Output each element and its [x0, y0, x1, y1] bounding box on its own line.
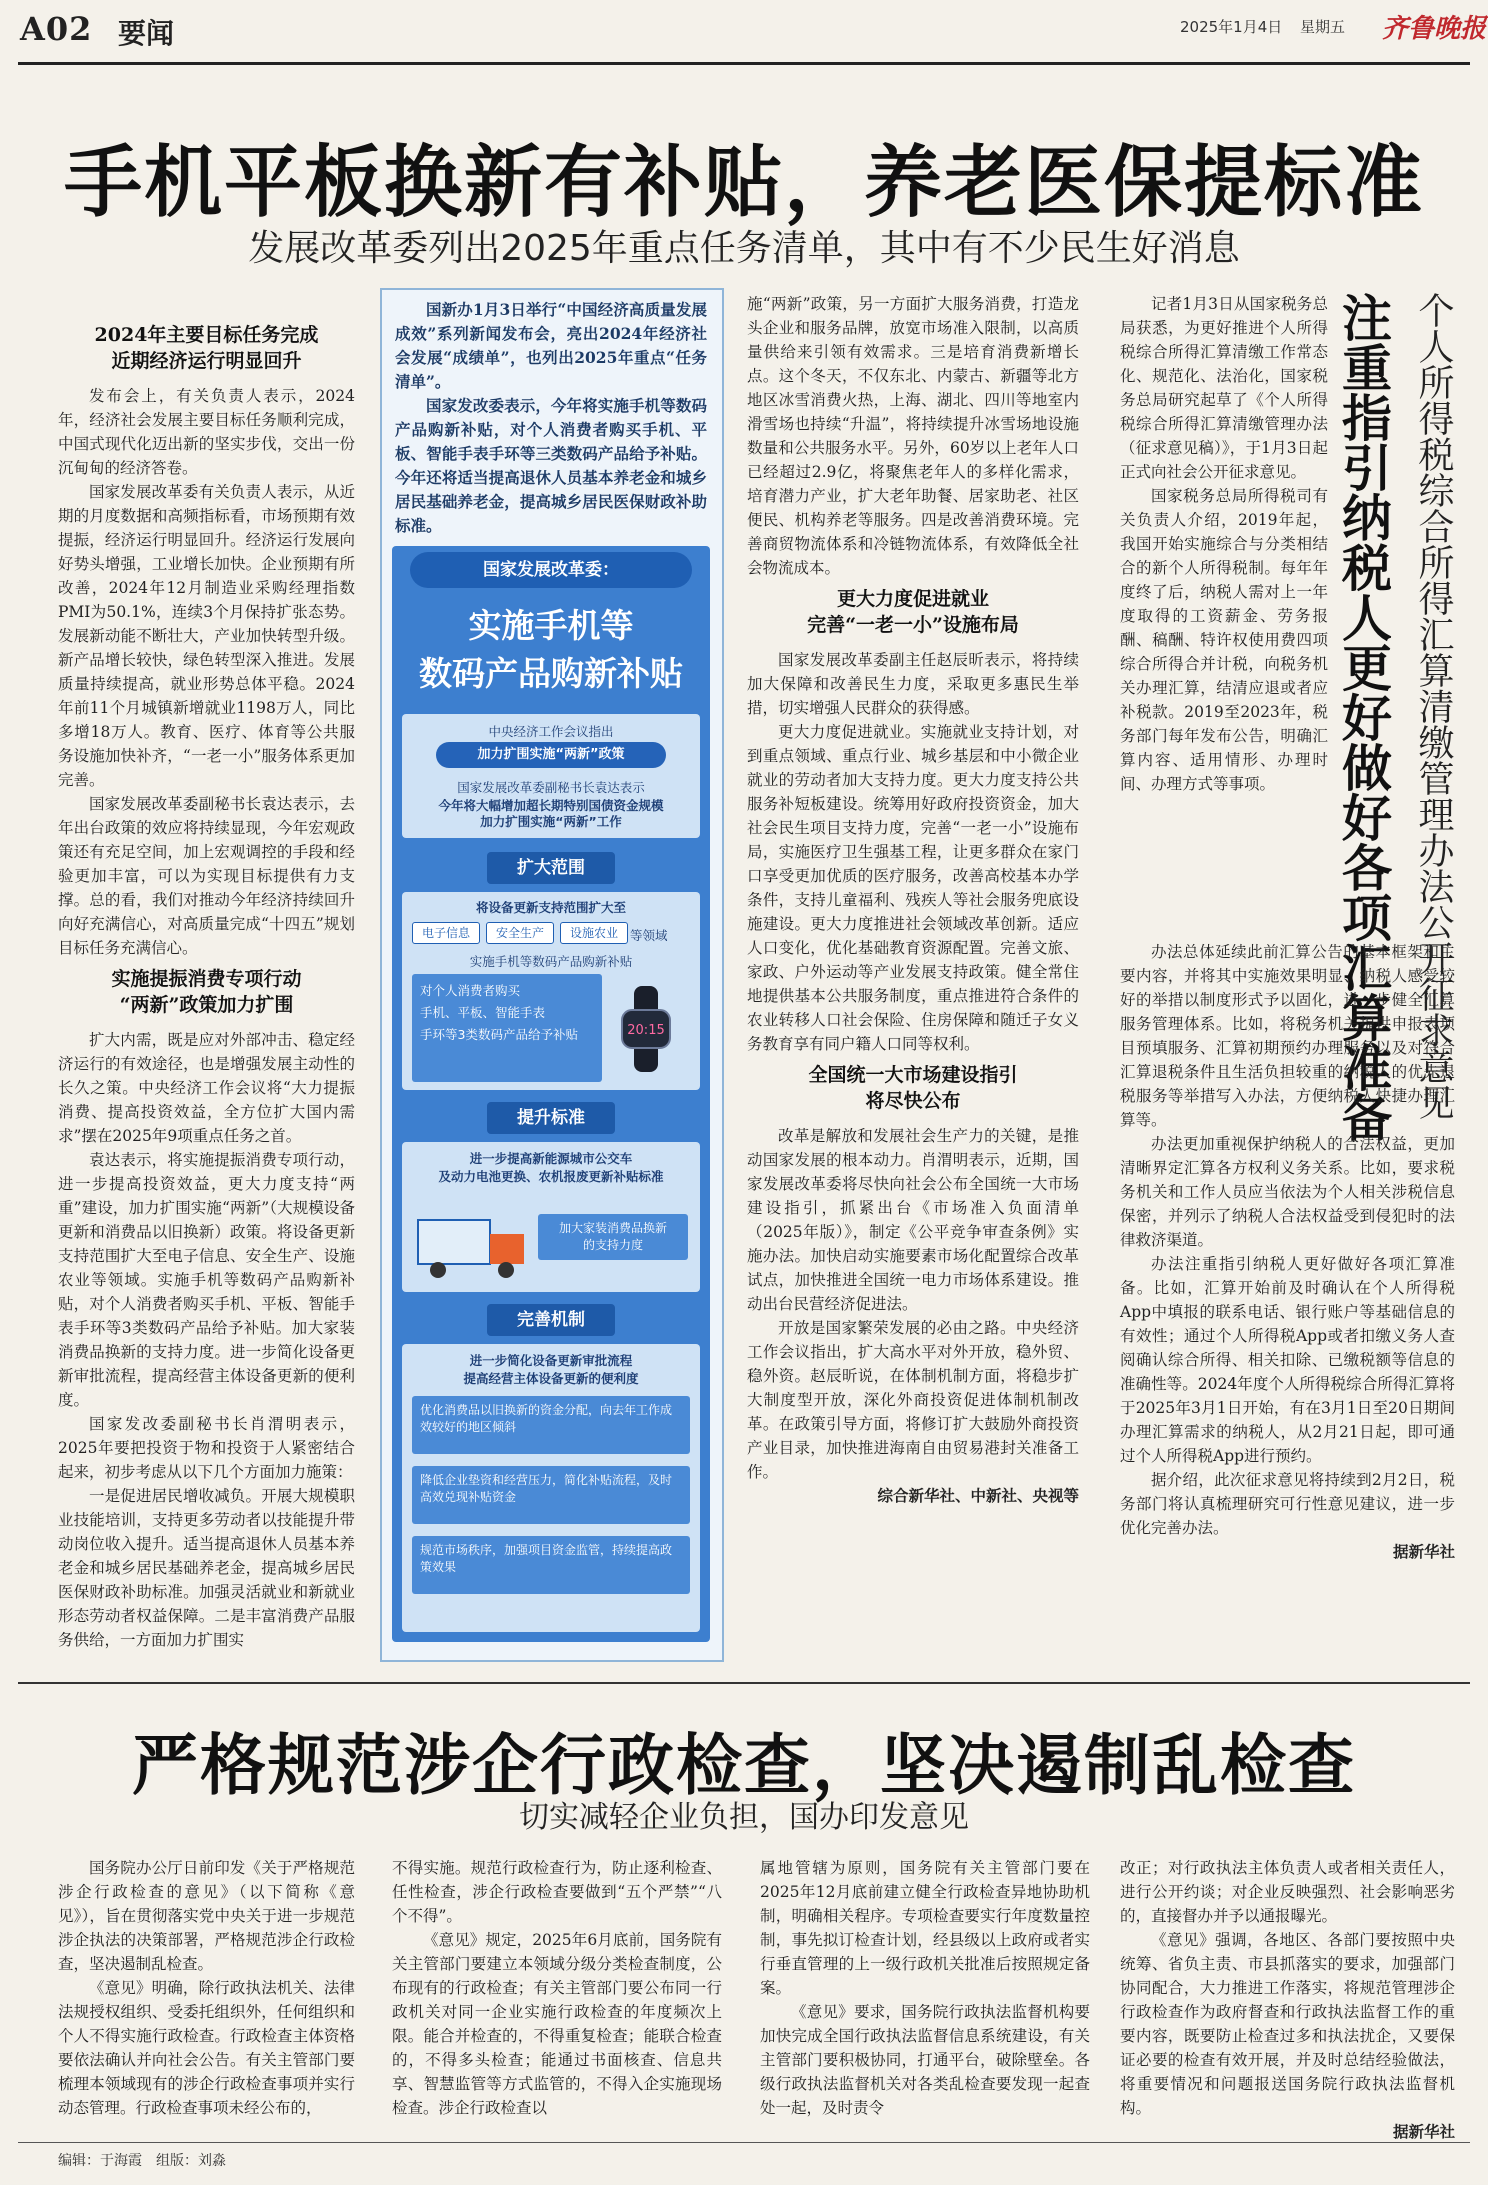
- paragraph: 一是促进居民增收减负。开展大规模职业技能培训，支持更多劳动者以技能提升带动岗位收入提升。适当提高退休人员基本养老金和城乡居民基础养老金，提高城乡居民医保财政补助标准。加强灵活就业和新就业形态劳动者权益保障。二是丰富消费产品服务供给，一方面加力扩围实: [58, 1487, 355, 1649]
- infographic-note: 降低企业垫资和经营压力，简化补贴流程，及时高效兑现补贴资金: [412, 1466, 690, 1524]
- paragraph: 发布会上，有关负责人表示，2024年，经济社会发展主要目标任务顺利完成，中国式现代化迈出新的坚实步伐，交出一份沉甸甸的经济答卷。: [58, 387, 355, 477]
- paragraph: 开放是国家繁荣发展的必由之路。中央经济工作会议指出，扩大高水平对外开放，稳外贸、稳外资。赵辰昕说，在体制机制方面，将稳步扩大制度型开放，深化外商投资促进体制机制改革。在政策引导方面，将修订扩大鼓励外商投资产业目录，加快推进海南自由贸易港封关准备工作。: [747, 1319, 1079, 1481]
- masthead: [0, 0, 1488, 60]
- main-subhead: 发展改革委列出2025年重点任务清单，其中有不少民生好消息: [248, 228, 1240, 269]
- paragraph: 不得实施。规范行政检查行为，防止逐利检查、任性检查，涉企行政检查要做到“五个严禁”“八个不得”。: [392, 1859, 722, 1925]
- second-headline: 严格规范涉企行政检查，坚决遏制乱检查: [132, 1726, 1356, 1804]
- paragraph: 《意见》规定，2025年6月底前，国务院有关主管部门要建立本领域分级分类检查制度，公布现有的行政检查；有关主管部门要公布同一行政机关对同一企业实施行政检查的年度频次上限。能合并检查的，不得重复检查；能联合检查的，不得多头检查；能通过书面核查、信息共享、智慧监管等方式监管的，不得入企实施现场检查。涉企行政检查以: [392, 1931, 722, 2117]
- infographic-pill: 加力扩围实施“两新”政策: [436, 742, 666, 768]
- paragraph: 国家税务总局所得税司有关负责人介绍，2019年起，我国开始实施综合与分类相结合的新个人所得税制。每年年度终了后，纳税人需对上一年度取得的工资薪金、劳务报酬、稿酬、特许权使用费四项综合所得合并计税，向税务机关办理汇算，结清应退或者应补税款。2019至2023年，税务部门每年发布公告，明确汇算内容、适用情形、办理时间、办理方式等事项。: [1120, 487, 1328, 793]
- paragraph: 国家发改委副秘书长肖渭明表示，2025年要把投资于物和投资于人紧密结合起来，初步考虑从以下几个方面加力施策：: [58, 1415, 355, 1481]
- infographic-note: 对个人消费者购买 手机、平板、智能手表 手环等3类数码产品给予补贴: [412, 974, 602, 1082]
- svg-text:20:15: 20:15: [627, 1023, 665, 1038]
- story2-column-2: [392, 1856, 722, 2120]
- infographic-banner: 国家发展改革委：: [410, 552, 692, 588]
- second-subhead: 切实减轻企业负担，国办印发意见: [519, 1800, 969, 1835]
- subheading: 2024年主要目标任务完成 近期经济运行明显回升: [94, 324, 319, 372]
- infographic-text: 今年将大幅增加超长期特别国债资金规模 加力扩围实施“两新”工作: [438, 798, 664, 829]
- publication-date: 2025年1月4日: [1180, 18, 1283, 36]
- infographic-text: 进一步提高新能源城市公交车 及动力电池更换、农机报废更新补贴标准: [438, 1151, 664, 1184]
- tax-story-top: [1120, 292, 1328, 796]
- paragraph: 《意见》明确，除行政执法机关、法律法规授权组织、受委托组织外，任何组织和个人不得实施行政检查。行政检查主体资格要依法确认并向社会公告。有关主管部门要梳理本领域现有的涉企行政检查事项并实行动态管理。行政检查事项未经公布的，: [58, 1979, 355, 2117]
- source-credit: 据新华社: [1392, 1542, 1455, 1561]
- tag-agriculture: 设施农业: [560, 922, 628, 944]
- weekday: 星期五: [1300, 18, 1346, 36]
- newspaper-logo: 齐鲁晚报: [1382, 14, 1487, 44]
- paragraph: 据介绍，此次征求意见将持续到2月2日，税务部门将认真梳理研究可行性意见建议，进一步优化完善办法。: [1120, 1471, 1455, 1537]
- lead-text: [395, 298, 707, 538]
- infographic-note: 加大家装消费品换新 的支持力度: [538, 1214, 688, 1260]
- paragraph: 施“两新”政策，另一方面扩大服务消费，打造龙头企业和服务品牌，放宽市场准入限制，以高质量供给来引领有效需求。三是培育消费新增长点。这个冬天，不仅东北、内蒙古、新疆等北方地区冰雪消费火热，上海、湖北、四川等地室内滑雪场也持续“升温”，将持续提升冰雪场地设施数量和公共服务水平。另外，60岁以上老年人口已经超过2.9亿，将聚焦老年人的多样化需求，培育潜力产业，扩大老年助餐、居家助老、社区便民、机构养老等服务。四是改善消费环境。完善商贸物流体系和冷链物流体系，有效降低全社会物流成本。: [747, 295, 1079, 577]
- tax-subheadline: 个人所得税综合所得汇算清缴管理办法公开征求意见: [1413, 292, 1454, 1120]
- infographic-caption: 将设备更新支持范围扩大至: [475, 900, 626, 915]
- lead-paragraph: 国家发改委表示，今年将实施手机等数码产品购新补贴，对个人消费者购买手机、平板、智能手表手环等三类数码产品给予补贴。今年还将适当提高退休人员基本养老金和城乡居民基础养老金，提高城乡居民医保财政补助标准。: [395, 396, 707, 535]
- story1-column-3: [747, 292, 1079, 1508]
- tag-electronics: 电子信息: [412, 922, 480, 944]
- subheading: 实施提振消费专项行动 “两新”政策加力扩围: [111, 968, 302, 1016]
- smartwatch-icon: [612, 986, 680, 1072]
- editor-credit: 编辑：于海霞 组版：刘淼: [58, 2153, 226, 2169]
- infographic-caption: 等领域: [630, 928, 668, 943]
- paragraph: 改正；对行政执法主体负责人或者相关责任人，进行公开约谈；对企业反映强烈、社会影响恶劣的，直接督办并予以通报曝光。: [1120, 1859, 1455, 1925]
- page-number: A02: [20, 10, 93, 48]
- infographic-tab: 完善机制: [487, 1304, 615, 1336]
- paragraph: 《意见》要求，国务院行政执法监督机构要加快完成全国行政执法监督信息系统建设，有关主管部门要积极协同，打通平台，破除壁垒。各级行政执法监督机关对各类乱检查要发现一起查处一起，及时责令: [760, 2003, 1090, 2117]
- story2-column-1: [58, 1856, 355, 2120]
- bottom-rule: [18, 2142, 1470, 2143]
- infographic-tab: 提升标准: [487, 1102, 615, 1134]
- paragraph: 办法更加重视保护纳税人的合法权益，更加清晰界定汇算各方权利义务关系。比如，要求税务机关和工作人员应当依法为个人相关涉税信息保密，并列示了纳税人合法权益受到侵犯时的法律救济渠道。: [1120, 1135, 1455, 1249]
- infographic: [392, 546, 710, 1642]
- source-credit: 据新华社: [1392, 2122, 1455, 2141]
- tax-headline: 注重指引纳税人更好做好各项汇算准备: [1334, 292, 1393, 1142]
- infographic-note: 规范市场秩序，加强项目资金监管，持续提高政策效果: [412, 1536, 690, 1594]
- paragraph: 办法总体延续此前汇算公告的基本框架和主要内容，并将其中实施效果明显、纳税人感受较好的举措以制度形式予以固化，进一步健全汇算服务管理体系。比如，将税务机关提供申报表项目预填服务、汇算初期预约办理服务以及对符合汇算退税条件且生活负担较重的纳税人的优先退税服务等举措写入办法，方便纳税人快捷办理汇算等。: [1120, 943, 1455, 1129]
- story2-column-4: [1120, 1856, 1455, 2144]
- paragraph: 袁达表示，将实施提振消费专项行动，进一步提高投资效益，更大力度支持“两重”建设，加力扩围实施“两新”（大规模设备更新和消费品以旧换新）政策。将设备更新支持范围扩大至电子信息、安全生产、设施农业等领域。实施手机等数码产品购新补贴，对个人消费者购买手机、平板、智能手表手环等3类数码产品给予补贴。加大家装消费品换新的支持力度。进一步简化设备更新审批流程，提高经营主体设备更新的便利度。: [58, 1151, 355, 1409]
- infographic-text: 进一步简化设备更新审批流程 提高经营主体设备更新的便利度: [463, 1353, 639, 1386]
- infographic-caption: 国家发展改革委副秘书长袁达表示: [457, 780, 645, 795]
- subheading: 更大力度促进就业 完善“一老一小”设施布局: [807, 588, 1019, 636]
- infographic-caption: 实施手机等数码产品购新补贴: [469, 954, 633, 969]
- paragraph: 记者1月3日从国家税务总局获悉，为更好推进个人所得税综合所得汇算清缴工作常态化、规范化、法治化，国家税务总局研究起草了《个人所得税综合所得汇算清缴管理办法（征求意见稿）》，于1月3日起正式向社会公开征求意见。: [1120, 295, 1328, 481]
- paragraph: 国家发展改革委有关负责人表示，从近期的月度数据和高频指标看，市场预期有效提振，经济运行明显回升。经济运行发展向好势头增强，工业增长加快。企业预期有所改善，2024年12月制造业采购经理指数PMI为50.1%，连续3个月保持扩张态势。发展新动能不断壮大，产业加快转型升级。新产品增长较快，绿色转型深入推进。发展质量持续提高，就业形势总体平稳。2024年前11个月城镇新增就业1198万人，同比多增18万人。教育、医疗、体育等公共服务设施加快补齐，“一老一小”服务体系更加完善。: [58, 483, 355, 789]
- subheading: 全国统一大市场建设指引 将尽快公布: [808, 1064, 1018, 1112]
- paragraph: 办法注重指引纳税人更好做好各项汇算准备。比如，汇算开始前及时确认在个人所得税App中填报的联系电话、银行账户等基础信息的有效性；通过个人所得税App或者扣缴义务人查阅确认综合所得、相关扣除、已缴税额等信息的准确性等。2024年度个人所得税综合所得汇算将于2025年3月1日开始，有在3月1日至20日期间办理汇算需求的纳税人，从2月21日起，即可通过个人所得税App进行预约。: [1120, 1255, 1455, 1465]
- paragraph: 更大力度促进就业。实施就业支持计划，对到重点领域、重点行业、城乡基层和中小微企业就业的劳动者加大支持力度。更大力度支持公共服务补短板建设。统筹用好政府投资资金，加大社会民生项目支持力度，完善“一老一小”设施布局，实施医疗卫生强基工程，让更多群众在家门口享受更加优质的医疗服务，改善高校基本办学条件，支持儿童福利、残疾人等社会服务兜底设施建设。更大力度推进社会领域改革创新。适应人口变化，优化基础教育资源配置。完善文旅、家政、户外运动等产业发展支持政策。健全常住地提供基本公共服务制度，重点推进符合条件的农业转移人口社会保险、住房保障和随迁子女义务教育享有同户籍人口同等权利。: [747, 723, 1079, 1053]
- paragraph: 国家发展改革委副主任赵辰昕表示，将持续加大保障和改善民生力度，采取更多惠民生举措，切实增强人民群众的获得感。: [747, 651, 1079, 717]
- infographic-tab: 扩大范围: [487, 852, 615, 884]
- paragraph: 扩大内需，既是应对外部冲击、稳定经济运行的有效途径，也是增强发展主动性的长久之策。中央经济工作会议将“大力提振消费、提高投资效益，全方位扩大国内需求”摆在2025年9项重点任务之首。: [58, 1031, 355, 1145]
- section-divider: [18, 1682, 1470, 1684]
- infographic-note: 优化消费品以旧换新的资金分配，向去年工作成效较好的地区倾斜: [412, 1396, 690, 1454]
- top-rule: [18, 62, 1470, 65]
- source-credit: 综合新华社、中新社、央视等: [877, 1486, 1079, 1505]
- paragraph: 国家发展改革委副秘书长袁达表示，去年出台政策的效应将持续显现，今年宏观政策还有充足空间，加上宏观调控的手段和经验更加丰富，可以为实现目标提供有力支撑。总的看，我们对推动今年经济持续回升向好充满信心，对高质量完成“十四五”规划目标任务充满信心。: [58, 795, 355, 957]
- lead-paragraph: 国新办1月3日举行“中国经济高质量发展成效”系列新闻发布会，亮出2024年经济社会发展“成绩单”，也列出2025年重点“任务清单”。: [395, 300, 707, 391]
- story2-column-3: [760, 1856, 1090, 2120]
- infographic-title: 实施手机等 数码产品购新补贴: [419, 606, 683, 693]
- main-headline: 手机平板换新有补贴，养老医保提标准: [63, 137, 1424, 228]
- paragraph: 属地管辖为原则，国务院有关主管部门要在2025年12月底前建立健全行政检查异地协助机制，明确相关程序。专项检查要实行年度数量控制，事先拟订检查计划，经县级以上政府或者实行垂直管理的上一级行政机关批准后按照规定备案。: [760, 1859, 1090, 1997]
- tax-story-bottom: [1120, 940, 1455, 1564]
- section-name: 要闻: [118, 17, 175, 50]
- tag-safety: 安全生产: [486, 922, 554, 944]
- story1-column-1: [58, 316, 355, 1652]
- paragraph: 国务院办公厅日前印发《关于严格规范涉企行政检查的意见》（以下简称《意见》），旨在贯彻落实党中央关于进一步规范涉企执法的决策部署，严格规范涉企行政检查，坚决遏制乱检查。: [58, 1859, 355, 1973]
- paragraph: 《意见》强调，各地区、各部门要按照中央统筹、省负主责、市县抓落实的要求，加强部门协同配合，大力推进工作落实，将规范管理涉企行政检查作为政府督查和行政执法监督工作的重要内容，既要防止检查过多和执法扰企，又要保证必要的检查有效开展，并及时总结经验做法，将重要情况和问题报送国务院行政执法监督机构。: [1120, 1931, 1455, 2117]
- infographic-caption: 中央经济工作会议指出: [488, 724, 614, 739]
- paragraph: 改革是解放和发展社会生产力的关键，是推动国家发展的根本动力。肖渭明表示，近期，国家发展改革委将尽快向社会公布全国统一大市场建设指引，抓紧出台《市场准入负面清单（2025年版）》，制定《公平竞争审查条例》实施办法。加快启动实施要素市场化配置综合改革试点，加快推进全国统一电力市场体系建设。推动出台民营经济促进法。: [747, 1127, 1079, 1313]
- delivery-truck-icon: [414, 1202, 530, 1282]
